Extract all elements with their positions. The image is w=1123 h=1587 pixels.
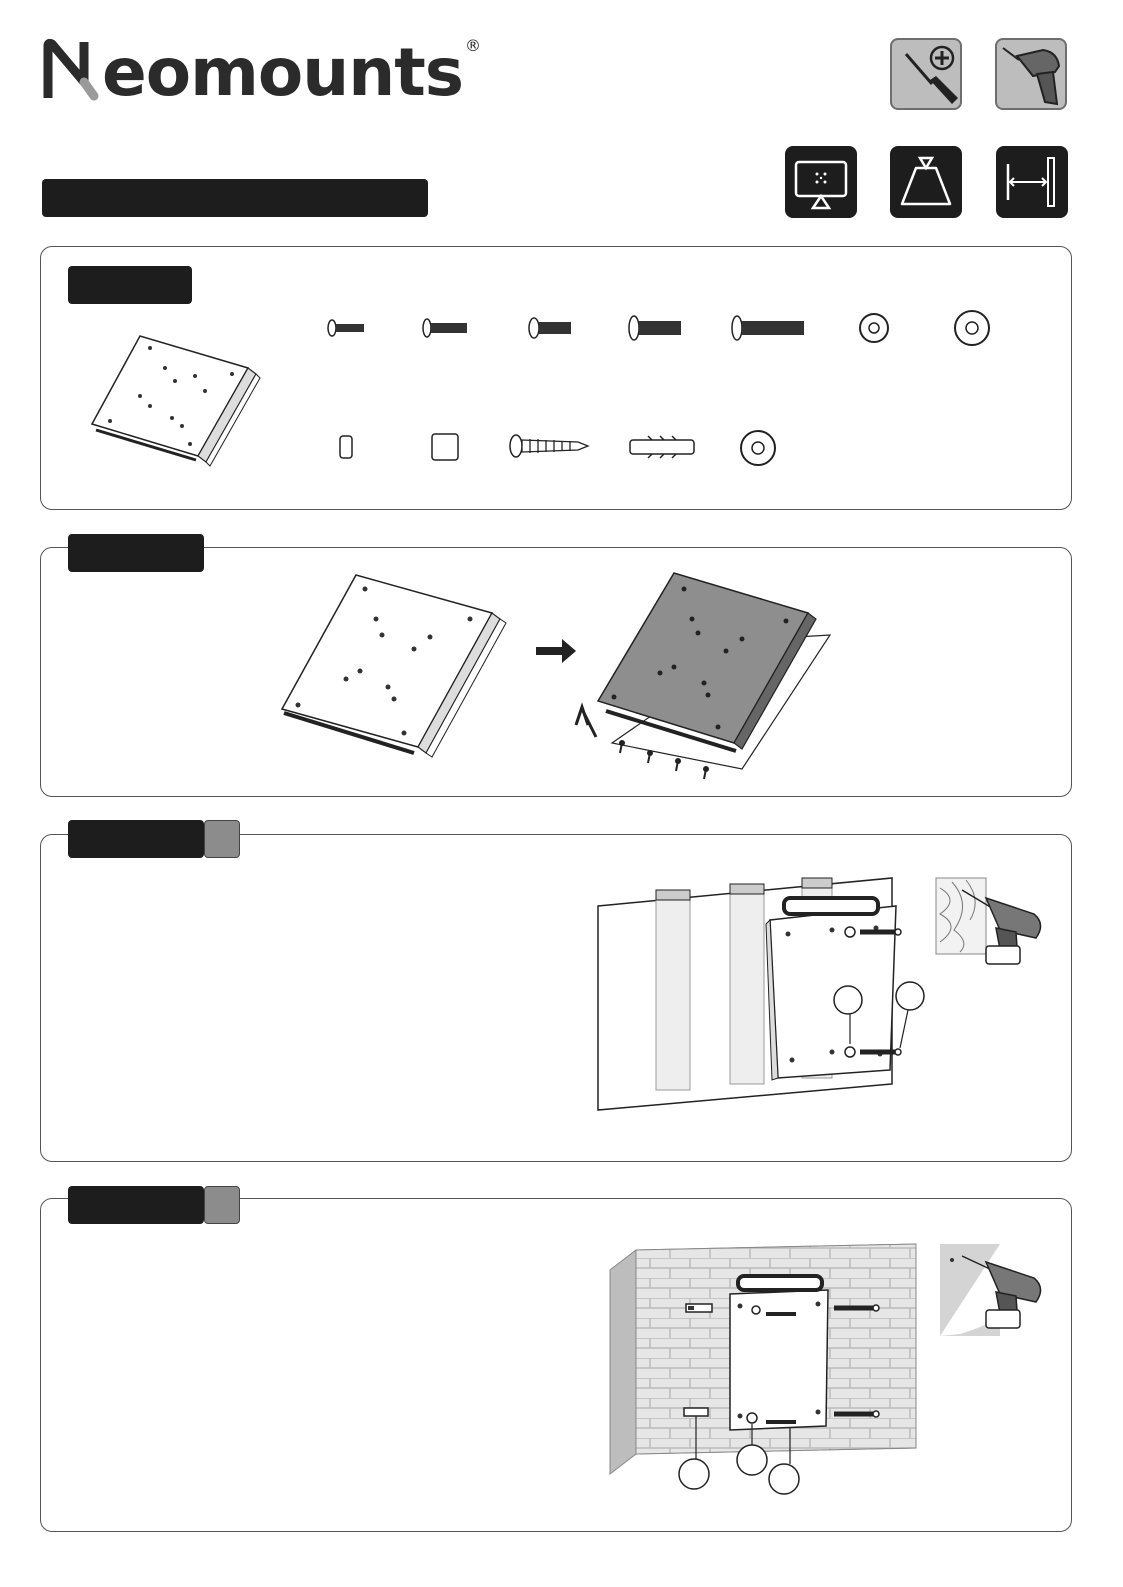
wooden-wall-illustration [598,878,924,1110]
phillips-screwdriver-icon [890,38,962,110]
title-bar [42,179,428,217]
plate-before-illustration [282,575,506,757]
washer-wall-icon [741,431,775,465]
brand-logo [44,34,481,111]
brick-wall-illustration [610,1244,916,1494]
screw-m4x12-icon [328,320,364,336]
screw-m4x16-icon [423,319,467,337]
registered-mark: ® [465,36,481,55]
logo-n-mark [44,42,98,98]
washer-small-icon [860,314,888,342]
arrow-right-icon [536,639,576,663]
wall-distance-icon [996,146,1068,218]
spacer-short-icon [340,436,352,458]
power-drill-icon [995,38,1067,110]
wall-plug-icon [630,436,694,458]
wood-screw-icon [510,435,588,457]
plate-after-illustration [576,573,830,779]
drill-concrete-detail-icon [940,1244,1041,1336]
wood-wall-drawing [0,834,1123,1154]
washer-large-icon [955,311,989,345]
screw-m5x16-icon [529,318,571,338]
max-load-weight-icon [890,146,962,218]
spacer-long-icon [432,434,458,460]
screw-m8x25-icon [732,316,804,340]
vesa-pattern-icon [785,146,857,218]
wall-plate-illustration [92,336,260,466]
brand-name: eomounts [102,34,464,111]
preparation-drawing [0,547,1123,807]
brick-wall-drawing [0,1198,1123,1518]
screw-m6x20-icon [629,316,681,340]
parts-drawing [0,246,1123,546]
drill-wood-detail-icon [936,878,1041,964]
